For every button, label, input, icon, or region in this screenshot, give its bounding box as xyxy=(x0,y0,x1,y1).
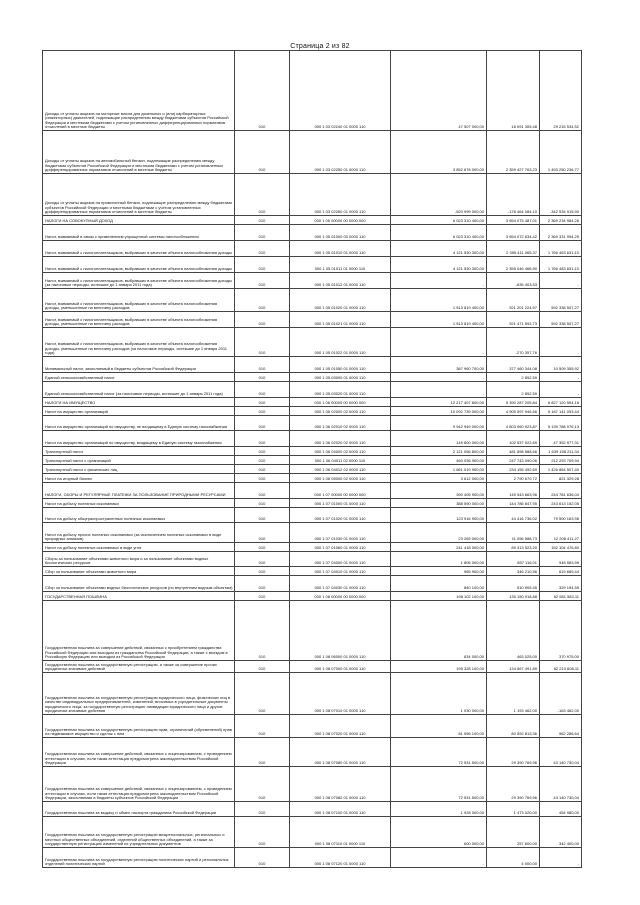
row-code-cell: 010 xyxy=(235,257,290,273)
page-number-label: Страница 2 из 82 xyxy=(290,43,350,50)
row-kbk-cell: 000 1 08 07010 01 0000 110 xyxy=(290,673,391,715)
row-remainder-cell: 2 369 234 984,28 xyxy=(540,216,582,225)
row-kbk-cell: 000 1 06 04011 02 0000 110 xyxy=(290,456,391,465)
row-executed-cell: 921 471 592,73 xyxy=(487,312,540,328)
row-name-cell: Транспортный налог с физических лиц xyxy=(43,465,235,474)
row-executed-cell: 4 000,00 xyxy=(487,848,540,868)
row-approved-cell: 10 092 739 000,00 xyxy=(391,407,487,416)
row-code-cell: 010 xyxy=(235,767,290,802)
row-remainder-cell: 152 104 476,80 xyxy=(540,543,582,552)
table-row xyxy=(43,576,582,592)
table-row xyxy=(43,738,582,767)
row-executed-cell: 481 898 588,66 xyxy=(487,447,540,456)
table-row xyxy=(43,456,582,465)
table-row xyxy=(43,465,582,474)
row-approved-cell: 388 590 000,00 xyxy=(391,499,487,508)
row-name-cell: Налог, взимаемый с налогоплательщиков, выбравших в качестве объекта налогообложения доходы (за налоговые периоды, истекшие до 1 января 2011 года) xyxy=(43,273,235,289)
row-remainder-cell: 329 194,55 xyxy=(540,576,582,592)
row-remainder-cell: 2 369 331 994,29 xyxy=(540,225,582,241)
row-code-cell: 010 xyxy=(235,373,290,382)
row-executed-cell: 463 025,00 xyxy=(487,601,540,661)
row-kbk-cell: 000 1 06 05000 02 0000 110 xyxy=(290,474,391,483)
row-name-cell: НАЛОГИ НА СОВОКУПНЫЙ ДОХОД xyxy=(43,216,235,225)
row-code-cell: 010 xyxy=(235,474,290,483)
row-code-cell: 010 xyxy=(235,407,290,416)
row-executed-cell: 3 654 075 487,01 xyxy=(487,216,540,225)
row-name-cell: Государственная пошлина за государственную регистрацию политических партий и региональных отделений политических партий xyxy=(43,848,235,868)
row-kbk-cell: 000 1 08 07120 01 0000 110 xyxy=(290,848,391,868)
row-name-cell: Налог, взимаемый с налогоплательщиков, выбравших в качестве объекта налогообложения доходы xyxy=(43,241,235,257)
row-name-cell: Налог на имущество организаций по имуществу, входящему в Единую систему газоснабжения xyxy=(43,431,235,447)
row-kbk-cell: 000 1 08 00000 00 0000 000 xyxy=(290,592,391,601)
row-executed-cell: 144 786 847,95 xyxy=(487,499,540,508)
row-kbk-cell: 000 1 05 03020 01 0000 110 xyxy=(290,382,391,398)
row-code-cell: 010 xyxy=(235,51,290,131)
row-code-cell: 010 xyxy=(235,715,290,738)
table-row xyxy=(43,373,582,382)
row-remainder-cell: 821 329,28 xyxy=(540,474,582,483)
row-name-cell: Сборы за пользование объектами животного мира и за пользование объектами водных биологических ресурсов xyxy=(43,552,235,567)
row-code-cell: 010 xyxy=(235,817,290,848)
row-name-cell: Налог, взимаемый с налогоплательщиков, выбравших в качестве объекта налогообложения доходы, уменьшенные на величину расходов (за налоговые периоды, истекшие до 1 января 2011 года) xyxy=(43,328,235,357)
row-remainder-cell: - xyxy=(540,373,582,382)
row-executed-cell: 89 313 523,20 xyxy=(487,543,540,552)
row-kbk-cell: 000 1 08 07080 01 0000 110 xyxy=(290,738,391,767)
row-name-cell: Транспортный налог с организаций xyxy=(43,456,235,465)
row-approved-cell: 460 036 900,00 xyxy=(391,456,487,465)
row-approved-cell: 6 023 310 400,00 xyxy=(391,216,487,225)
row-name-cell: НАЛОГИ, СБОРЫ И РЕГУЛЯРНЫЕ ПЛАТЕЖИ ЗА ПОЛЬЗОВАНИЕ ПРИРОДНЫМИ РЕСУРСАМИ xyxy=(43,483,235,499)
row-executed-cell: 29 390 769,96 xyxy=(487,738,540,767)
row-remainder-cell: -163 462,00 xyxy=(540,673,582,715)
row-kbk-cell: 000 1 08 07020 01 0000 110 xyxy=(290,715,391,738)
table-row xyxy=(43,499,582,508)
row-kbk-cell: 000 1 07 01000 01 0000 110 xyxy=(290,499,391,508)
row-approved-cell: 9 942 949 000,00 xyxy=(391,416,487,431)
row-code-cell: 010 xyxy=(235,483,290,499)
row-remainder-cell: 47 352 977,31 xyxy=(540,431,582,447)
row-approved-cell: 1 805 000,00 xyxy=(391,552,487,567)
row-executed-cell: 921 201 224,97 xyxy=(487,289,540,312)
row-name-cell: Сбор за пользование объектами животного мира xyxy=(43,567,235,576)
row-code-cell: 010 xyxy=(235,673,290,715)
row-name-cell: Налог на добычу полезных ископаемых xyxy=(43,499,235,508)
table-row xyxy=(43,398,582,407)
table-row xyxy=(43,328,582,357)
row-code-cell: 010 xyxy=(235,543,290,552)
row-approved-cell: 72 531 500,00 xyxy=(391,738,487,767)
row-code-cell: 010 xyxy=(235,552,290,567)
row-approved-cell: 1 661 019 900,00 xyxy=(391,465,487,474)
table-row xyxy=(43,848,582,868)
row-code-cell: 010 xyxy=(235,738,290,767)
table-row xyxy=(43,508,582,523)
row-remainder-cell: 1 766 483 831,10 xyxy=(540,257,582,273)
row-name-cell: Государственная пошлина за совершение действий, связанных с лицензированием, с проведением аттестации в случаях, если такая аттестация предусмотрена законодательством Российской Федерации, зачисляемая в бюджеты субъектов Российской Федерации xyxy=(43,767,235,802)
row-name-cell: Налог на игорный бизнес xyxy=(43,474,235,483)
row-executed-cell: 5 390 287 205,84 xyxy=(487,398,540,407)
row-approved-cell: 3 852 678 000,00 xyxy=(391,131,487,174)
row-name-cell: Налог на добычу полезных ископаемых в виде угля xyxy=(43,543,235,552)
row-code-cell: 010 xyxy=(235,289,290,312)
row-remainder-cell: - xyxy=(540,848,582,868)
table-row xyxy=(43,552,582,567)
row-remainder-cell: - xyxy=(540,328,582,357)
row-executed-cell: 102 537 022,69 xyxy=(487,431,540,447)
row-name-cell: Государственная пошлина за государственную регистрацию, а также за совершение прочих юридически значимых действий xyxy=(43,661,235,673)
row-approved-cell: 4 121 530 300,00 xyxy=(391,241,487,257)
row-kbk-cell: 000 1 05 01022 01 0000 110 xyxy=(290,328,391,357)
table-row xyxy=(43,131,582,174)
row-code-cell: 010 xyxy=(235,465,290,474)
row-remainder-cell: 12 208 411,27 xyxy=(540,523,582,543)
row-kbk-cell: 000 1 05 01000 00 0000 110 xyxy=(290,225,391,241)
row-kbk-cell: 000 1 06 04012 02 0000 110 xyxy=(290,465,391,474)
row-executed-cell: -270 357,76 xyxy=(487,328,540,357)
row-remainder-cell: 244 781 636,04 xyxy=(540,483,582,499)
row-remainder-cell: 1 493 250 236,77 xyxy=(540,131,582,174)
row-remainder-cell: 1 426 864 507,40 xyxy=(540,465,582,474)
row-executed-cell: 1 193 462,00 xyxy=(487,673,540,715)
row-remainder-cell: 62 210 608,11 xyxy=(540,661,582,673)
row-executed-cell: 11 056 588,73 xyxy=(487,523,540,543)
row-code-cell: 010 xyxy=(235,328,290,357)
row-name-cell: Государственная пошлина за государственную регистрацию юридического лица, физических лиц в качестве индивидуальных предпринимателей, изменений, вносимых в учредительные документы юридического лица, за государственную регистрацию ликвидации юридического лица и другие юридически значимые действия xyxy=(43,673,235,715)
row-executed-cell: 234 155 492,60 xyxy=(487,465,540,474)
row-approved-cell: -520 999 000,00 xyxy=(391,174,487,216)
table-row xyxy=(43,174,582,216)
row-kbk-cell: 000 1 08 07082 01 0000 110 xyxy=(290,767,391,802)
table-row xyxy=(43,661,582,673)
row-code-cell: 010 xyxy=(235,499,290,508)
table-row xyxy=(43,817,582,848)
row-approved-cell: 3 612 000,00 xyxy=(391,474,487,483)
row-executed-cell: 2 852,59 xyxy=(487,373,540,382)
row-kbk-cell: 000 1 03 02250 01 0000 110 xyxy=(290,131,391,174)
row-name-cell: Налог, взимаемый с налогоплательщиков, выбравших в качестве объекта налогообложения доходы, уменьшенные на величину расходов xyxy=(43,312,235,328)
row-name-cell: Налог, взимаемый с налогоплательщиков, выбравших в качестве объекта налогообложения доходы xyxy=(43,257,235,273)
row-name-cell: Налог, взимаемый в связи с применением упрощенной системы налогообложения xyxy=(43,225,235,241)
row-kbk-cell: 000 1 06 02020 02 0000 110 xyxy=(290,431,391,447)
row-code-cell: 010 xyxy=(235,273,290,289)
row-kbk-cell: 000 1 08 07100 01 0000 110 xyxy=(290,802,391,817)
row-name-cell: Налог, взимаемый с налогоплательщиков, выбравших в качестве объекта налогообложения доходы, уменьшенные на величину расходов xyxy=(43,289,235,312)
row-approved-cell: 198 102 100,00 xyxy=(391,592,487,601)
row-executed-cell: 29 390 769,96 xyxy=(487,767,540,802)
row-name-cell: Государственная пошлина за государственную регистрацию прав, ограничений (обременений) прав на недвижимое имущество и сделок с ним xyxy=(43,715,235,738)
row-remainder-cell: 5 187 141 053,44 xyxy=(540,407,582,416)
row-approved-cell: - xyxy=(391,273,487,289)
row-executed-cell: 2 852,59 xyxy=(487,382,540,398)
row-code-cell: 010 xyxy=(235,447,290,456)
row-approved-cell: 2 121 056 800,00 xyxy=(391,447,487,456)
row-kbk-cell: 000 1 06 04000 02 0000 110 xyxy=(290,447,391,456)
budget-execution-table-container xyxy=(42,50,581,868)
row-approved-cell: 1 513 819 400,00 xyxy=(391,289,487,312)
row-code-cell: 010 xyxy=(235,225,290,241)
row-remainder-cell: 5 139 788 076,13 xyxy=(540,416,582,431)
row-approved-cell: 149 800 000,00 xyxy=(391,431,487,447)
row-name-cell: Налог на добычу общераспространенных полезных ископаемых xyxy=(43,508,235,523)
row-approved-cell: 1 030 000,00 xyxy=(391,673,487,715)
row-code-cell: 010 xyxy=(235,398,290,407)
row-remainder-cell: 212 293 709,94 xyxy=(540,456,582,465)
table-row xyxy=(43,673,582,715)
row-kbk-cell: 000 1 05 03000 01 0000 110 xyxy=(290,373,391,382)
row-approved-cell: - xyxy=(391,373,487,382)
row-kbk-cell: 000 1 05 01021 01 0000 110 xyxy=(290,312,391,328)
row-approved-cell: - xyxy=(391,848,487,868)
row-executed-cell: 346 210,56 xyxy=(487,567,540,576)
row-kbk-cell: 000 1 06 02010 02 0000 110 xyxy=(290,416,391,431)
row-executed-cell: 257 600,00 xyxy=(487,817,540,848)
row-kbk-cell: 000 1 05 01011 01 0000 110 xyxy=(290,257,391,273)
row-kbk-cell: 000 1 07 04000 01 0000 110 xyxy=(290,552,391,567)
row-executed-cell: 2 355 046 468,90 xyxy=(487,257,540,273)
row-kbk-cell: 000 1 05 00000 00 0000 000 xyxy=(290,216,391,225)
row-remainder-cell: 29 215 534,52 xyxy=(540,51,582,131)
row-remainder-cell: - xyxy=(540,382,582,398)
row-kbk-cell: 000 1 07 00000 00 0000 000 xyxy=(290,483,391,499)
table-row xyxy=(43,216,582,225)
row-kbk-cell: 000 1 03 02240 01 0000 110 xyxy=(290,51,391,131)
row-name-cell: Единый сельскохозяйственный налог xyxy=(43,373,235,382)
table-row xyxy=(43,715,582,738)
table-row xyxy=(43,273,582,289)
row-remainder-cell: 454 980,00 xyxy=(540,802,582,817)
row-approved-cell: 6 023 310 400,00 xyxy=(391,225,487,241)
row-executed-cell: 247 743 090,06 xyxy=(487,456,540,465)
row-kbk-cell: 000 1 05 01020 01 0000 110 xyxy=(290,289,391,312)
row-name-cell: Доходы от уплаты акцизов на моторные масла для дизельных и (или) карбюраторных (инжекторных) двигателей, подлежащие распределению между бюджетами субъектов Российской Федерации и местными бюджетами с учетом установленных дифференцированных нормативов отчислений в местные бюджеты xyxy=(43,51,235,131)
row-remainder-cell: 1 766 463 631,10 xyxy=(540,241,582,257)
row-approved-cell: 23 265 000,00 xyxy=(391,523,487,543)
row-kbk-cell: 000 1 07 01060 01 0000 110 xyxy=(290,543,391,552)
row-name-cell: НАЛОГИ НА ИМУЩЕСТВО xyxy=(43,398,235,407)
row-code-cell: 010 xyxy=(235,576,290,592)
budget-execution-table xyxy=(42,50,582,868)
table-row xyxy=(43,523,582,543)
row-code-cell: 010 xyxy=(235,592,290,601)
row-name-cell: Транспортный налог xyxy=(43,447,235,456)
row-approved-cell: 387 960 700,00 xyxy=(391,357,487,373)
row-approved-cell: 241 418 000,00 xyxy=(391,543,487,552)
row-remainder-cell: 619 689,44 xyxy=(540,567,582,576)
row-name-cell: Налог на имущество организаций по имуществу, не входящему в Единую систему газоснабжения xyxy=(43,416,235,431)
row-approved-cell: - xyxy=(391,382,487,398)
row-executed-cell: 18 091 305,48 xyxy=(487,51,540,131)
row-executed-cell: 510 905,45 xyxy=(487,576,540,592)
table-row xyxy=(43,312,582,328)
row-approved-cell: 47 507 000,00 xyxy=(391,51,487,131)
row-code-cell: 010 xyxy=(235,661,290,673)
row-code-cell: 010 xyxy=(235,416,290,431)
row-executed-cell: 4 803 060 923,87 xyxy=(487,416,540,431)
row-executed-cell: -635 403,53 xyxy=(487,273,540,289)
row-code-cell: 010 xyxy=(235,312,290,328)
table-row xyxy=(43,257,582,273)
row-approved-cell: 600 000,00 xyxy=(391,817,487,848)
row-name-cell: Налог на добычу прочих полезных ископаемых (за исключением полезных ископаемых в виде природных алмазов) xyxy=(43,523,235,543)
row-approved-cell: 72 531 500,00 xyxy=(391,767,487,802)
table-row xyxy=(43,543,582,552)
row-executed-cell: 145 543 663,96 xyxy=(487,483,540,499)
row-executed-cell: -178 464 084,10 xyxy=(487,174,540,216)
row-executed-cell: 44 416 736,02 xyxy=(487,508,540,523)
table-row xyxy=(43,592,582,601)
table-row xyxy=(43,802,582,817)
row-executed-cell: 3 654 072 634,42 xyxy=(487,225,540,241)
row-name-cell: Сбор за пользование объектами водных биологических ресурсов (по внутренним водным объектам) xyxy=(43,576,235,592)
table-row xyxy=(43,474,582,483)
row-code-cell: 010 xyxy=(235,241,290,257)
row-approved-cell: 4 121 530 300,00 xyxy=(391,257,487,273)
row-executed-cell: 857 116,01 xyxy=(487,552,540,567)
row-executed-cell: 2 355 411 065,37 xyxy=(487,241,540,257)
row-executed-cell: 2 359 427 763,23 xyxy=(487,131,540,174)
row-approved-cell: 195 328 100,00 xyxy=(391,661,487,673)
row-code-cell: 010 xyxy=(235,802,290,817)
row-kbk-cell: 000 1 08 07000 01 0000 110 xyxy=(290,661,391,673)
row-code-cell: 010 xyxy=(235,567,290,576)
row-kbk-cell: 000 1 05 01050 01 0000 110 xyxy=(290,357,391,373)
table-row xyxy=(43,241,582,257)
row-kbk-cell: 000 1 06 00000 00 0000 000 xyxy=(290,398,391,407)
row-remainder-cell: 79 500 163,98 xyxy=(540,508,582,523)
row-executed-cell: 4 905 597 946,56 xyxy=(487,407,540,416)
row-remainder-cell: 10 509 355,92 xyxy=(540,357,582,373)
row-remainder-cell: 592 338 507,27 xyxy=(540,289,582,312)
row-remainder-cell: 948 583,99 xyxy=(540,552,582,567)
row-kbk-cell: 000 1 05 01012 01 0000 110 xyxy=(290,273,391,289)
row-executed-cell: 134 667 491,89 xyxy=(487,661,540,673)
row-remainder-cell: 962 286,64 xyxy=(540,715,582,738)
row-code-cell: 010 xyxy=(235,456,290,465)
row-code-cell: 010 xyxy=(235,131,290,174)
row-approved-cell: 390 405 900,00 xyxy=(391,483,487,499)
row-kbk-cell: 000 1 07 01020 01 0000 110 xyxy=(290,508,391,523)
table-row xyxy=(43,225,582,241)
row-remainder-cell: 592 338 507,27 xyxy=(540,312,582,328)
row-name-cell: Доходы от уплаты акцизов на прямогонный бензин, подлежащие распределению между бюджетами субъектов Российской Федерации и местными бюджетами с учетом установленных дифференцированных нормативов отчислений в местные бюджеты xyxy=(43,174,235,216)
row-approved-cell: 81 556 100,00 xyxy=(391,715,487,738)
row-code-cell: 010 xyxy=(235,523,290,543)
row-name-cell: Доходы от уплаты акцизов на автомобильный бензин, подлежащие распределению между бюджетами субъектов Российской Федерации и местными бюджетами с учетом установленных дифференцированных нормативов отчислений в местные бюджеты xyxy=(43,131,235,174)
row-approved-cell: 1 928 000,00 xyxy=(391,802,487,817)
row-name-cell: Государственная пошлина за выдачу и обмен паспорта гражданина Российской Федерации xyxy=(43,802,235,817)
row-kbk-cell: 000 1 07 04010 01 0000 110 xyxy=(290,567,391,576)
row-code-cell: 010 xyxy=(235,508,290,523)
row-approved-cell: 965 900,00 xyxy=(391,567,487,576)
row-code-cell: 010 xyxy=(235,431,290,447)
row-approved-cell: 12 217 407 800,00 xyxy=(391,398,487,407)
table-row xyxy=(43,289,582,312)
row-kbk-cell: 000 1 06 02000 02 0000 110 xyxy=(290,407,391,416)
row-code-cell: 010 xyxy=(235,174,290,216)
row-code-cell: 010 xyxy=(235,357,290,373)
table-row xyxy=(43,447,582,456)
row-name-cell: Государственная пошлина за совершение действий, связанных с лицензированием, с проведением аттестации в случаях, если такая аттестация предусмотрена законодательством Российской Федерации xyxy=(43,738,235,767)
row-name-cell: Минимальный налог, зачисляемый в бюджеты субъектов Российской Федерации xyxy=(43,357,235,373)
table-row xyxy=(43,567,582,576)
row-remainder-cell: 370 975,00 xyxy=(540,601,582,661)
row-approved-cell: - xyxy=(391,328,487,357)
row-approved-cell: 834 000,00 xyxy=(391,601,487,661)
row-kbk-cell: 000 1 08 07110 01 0000 110 xyxy=(290,817,391,848)
row-executed-cell: 80 592 813,36 xyxy=(487,715,540,738)
row-remainder-cell: 342 400,00 xyxy=(540,817,582,848)
row-kbk-cell: 000 1 05 01010 01 0000 110 xyxy=(290,241,391,257)
row-remainder-cell: 243 613 152,05 xyxy=(540,499,582,508)
row-remainder-cell: -342 534 915,90 xyxy=(540,174,582,216)
row-code-cell: 010 xyxy=(235,601,290,661)
row-executed-cell: 135 150 918,88 xyxy=(487,592,540,601)
row-code-cell: 010 xyxy=(235,848,290,868)
row-executed-cell: 377 460 344,08 xyxy=(487,357,540,373)
row-name-cell: Государственная пошлина за совершение действий, связанных с приобретением гражданства Российской Федерации или выходом из гражданства Российской Федерации, а также с въездом в Российскую Федерацию или выездом из Российской Федерации xyxy=(43,601,235,661)
table-row xyxy=(43,483,582,499)
row-name-cell: Налог на имущество организаций xyxy=(43,407,235,416)
row-remainder-cell: 62 581 583,11 xyxy=(540,592,582,601)
table-row xyxy=(43,407,582,416)
row-name-cell: Государственная пошлина за государственную регистрацию межрегиональных, региональных и местных общественных объединений, отделений общественных объединений, а также за государственную регистрацию изменений их учредительных документов xyxy=(43,817,235,848)
row-executed-cell: 1 473 020,00 xyxy=(487,802,540,817)
row-kbk-cell: 000 1 08 06000 01 0000 110 xyxy=(290,601,391,661)
table-row xyxy=(43,357,582,373)
row-name-cell: ГОСУДАРСТВЕННАЯ ПОШЛИНА xyxy=(43,592,235,601)
row-remainder-cell: 43 140 730,04 xyxy=(540,767,582,802)
table-row xyxy=(43,51,582,131)
table-row xyxy=(43,767,582,802)
row-kbk-cell: 000 1 07 01030 01 0000 110 xyxy=(290,523,391,543)
row-name-cell: Единый сельскохозяйственный налог (за налоговые периоды, истекшие до 1 января 2011 года) xyxy=(43,382,235,398)
row-code-cell: 010 xyxy=(235,382,290,398)
row-remainder-cell: 6 827 120 594,16 xyxy=(540,398,582,407)
row-kbk-cell: 000 1 03 02260 01 0000 110 xyxy=(290,174,391,216)
table-row xyxy=(43,416,582,431)
row-remainder-cell: - xyxy=(540,273,582,289)
table-row xyxy=(43,431,582,447)
row-approved-cell: 123 916 900,00 xyxy=(391,508,487,523)
table-row xyxy=(43,601,582,661)
row-remainder-cell: 43 140 730,04 xyxy=(540,738,582,767)
row-code-cell: 010 xyxy=(235,216,290,225)
table-row xyxy=(43,382,582,398)
row-approved-cell: 840 100,00 xyxy=(391,576,487,592)
row-executed-cell: 2 790 670,72 xyxy=(487,474,540,483)
row-kbk-cell: 000 1 07 04030 01 0000 110 xyxy=(290,576,391,592)
row-approved-cell: 1 513 819 400,00 xyxy=(391,312,487,328)
row-remainder-cell: 1 639 158 211,34 xyxy=(540,447,582,456)
